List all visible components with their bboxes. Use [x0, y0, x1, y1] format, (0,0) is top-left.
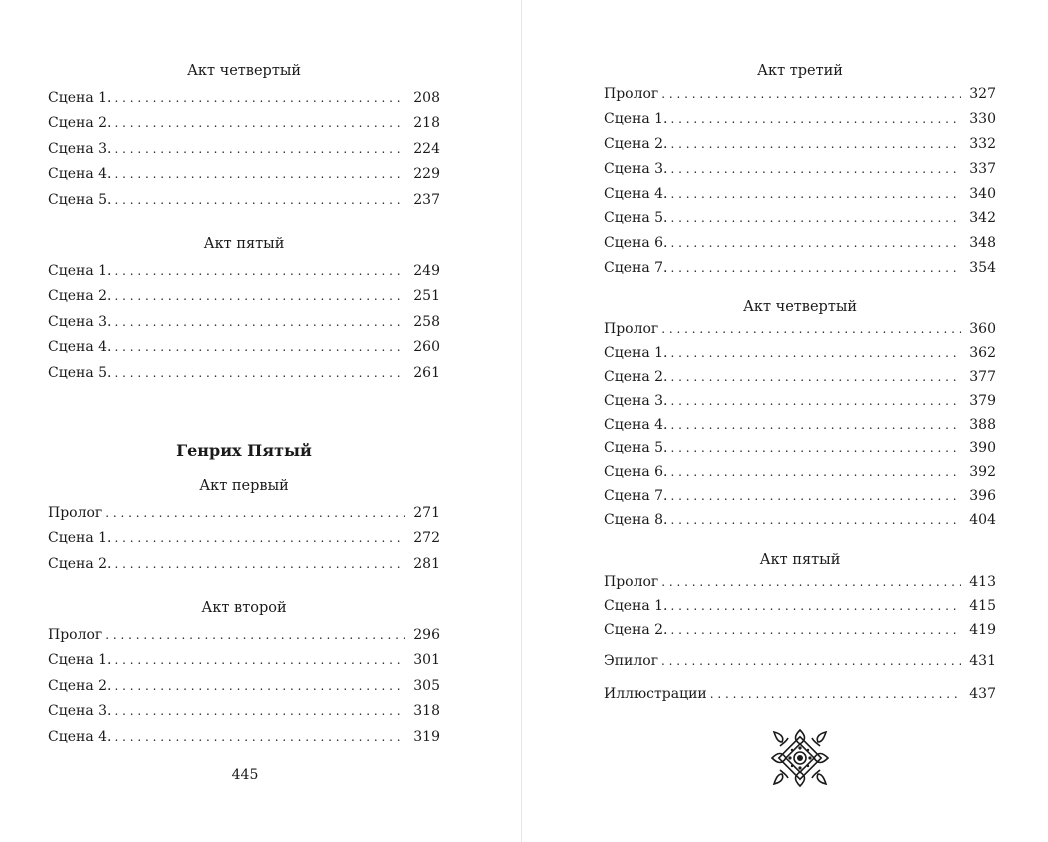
toc-entry-page: 340 [969, 185, 996, 202]
toc-entry-page: 272 [413, 530, 440, 547]
toc-section-epilogue [604, 650, 996, 674]
toc-entry-label: Иллюстрации [604, 686, 707, 702]
left-page [0, 0, 522, 842]
toc-entry-page: 348 [969, 235, 996, 252]
toc-entry-page: 332 [969, 135, 996, 152]
toc-section-henry-act-1 [48, 477, 440, 577]
toc-entry-label: Сцена 4. [48, 339, 112, 356]
toc-entry[interactable] [48, 648, 440, 673]
act-heading: Акт пятый [203, 236, 285, 252]
toc-section-act-4 [604, 298, 996, 533]
toc-entry[interactable] [48, 526, 440, 551]
dot-leader [112, 310, 406, 335]
toc-entry-label: Пролог [604, 86, 659, 102]
toc-entry-page: 354 [969, 260, 996, 277]
dot-leader [668, 461, 962, 485]
toc-entry-page: 377 [969, 368, 996, 385]
dot-leader [112, 259, 406, 284]
dot-leader [668, 595, 962, 619]
dot-leader [112, 648, 406, 673]
toc-entry-page: 396 [969, 488, 996, 505]
toc-entry[interactable] [604, 509, 996, 533]
toc-entry-label: Сцена 1. [604, 597, 668, 614]
dot-leader [112, 699, 406, 724]
toc-entry-page: 218 [413, 115, 440, 132]
toc-entry-page: 392 [969, 464, 996, 481]
toc-entry-page: 342 [969, 210, 996, 227]
toc-entry-label: Сцена 3. [48, 313, 112, 330]
toc-entry-label: Сцена 2. [48, 555, 112, 572]
play-title-block [48, 441, 440, 461]
toc-section-act-5 [604, 551, 996, 643]
toc-entry-page: 362 [969, 344, 996, 361]
toc-entry[interactable] [48, 162, 440, 187]
toc-entry-label: Пролог [48, 627, 103, 643]
toc-entry[interactable] [604, 182, 996, 207]
toc-entry[interactable] [604, 82, 996, 107]
toc-entry-epilogue[interactable] [604, 650, 996, 674]
act-heading: Акт первый [199, 478, 289, 494]
act-heading: Акт четвертый [186, 63, 302, 79]
toc-entry-label: Сцена 1. [604, 344, 668, 361]
dot-leader [112, 86, 406, 111]
toc-entry-label: Сцена 5. [48, 364, 112, 381]
toc-entry-page: 413 [969, 574, 996, 590]
toc-entry-page: 271 [413, 505, 440, 521]
dot-leader [112, 552, 406, 577]
dot-leader [112, 137, 406, 162]
toc-entry-page: 330 [969, 110, 996, 127]
dot-leader [668, 619, 962, 643]
toc-entry-page: 390 [969, 440, 996, 457]
toc-entry-page: 360 [969, 321, 996, 337]
toc-entry[interactable] [604, 414, 996, 438]
toc-section-act-3 [604, 62, 996, 281]
dot-leader [112, 111, 406, 136]
dot-leader [112, 526, 406, 551]
toc-entry-page: 404 [969, 512, 996, 529]
dot-leader [658, 82, 961, 107]
toc-entry-label: Сцена 6. [604, 464, 668, 481]
toc-entry[interactable] [48, 259, 440, 284]
toc-entry-label: Сцена 2. [604, 621, 668, 638]
act-heading: Акт второй [201, 600, 287, 616]
dot-leader [668, 509, 962, 533]
toc-entry[interactable] [48, 86, 440, 111]
toc-entry-page: 319 [413, 728, 440, 745]
toc-entry[interactable] [48, 188, 440, 213]
toc-entry-page: 281 [413, 555, 440, 572]
toc-entry-label: Сцена 4. [48, 166, 112, 183]
toc-entry[interactable] [604, 571, 996, 595]
toc-entry[interactable] [48, 725, 440, 750]
toc-entry[interactable] [48, 674, 440, 699]
toc-entry-label: Сцена 6. [604, 235, 668, 252]
toc-entry-label: Сцена 5. [48, 191, 112, 208]
dot-leader [112, 188, 406, 213]
toc-section-henry-act-2 [48, 599, 440, 750]
toc-entry-page: 208 [413, 90, 440, 106]
toc-section-act-5 [48, 235, 440, 386]
dot-leader [668, 390, 962, 414]
dot-leader [112, 725, 406, 750]
dot-leader [668, 256, 962, 281]
dot-leader [668, 414, 962, 438]
toc-entry[interactable] [604, 619, 996, 643]
page-number: 445 [231, 767, 259, 783]
toc-entry[interactable] [48, 501, 440, 526]
dot-leader [112, 361, 406, 386]
toc-entry[interactable] [604, 318, 996, 342]
toc-entry-label: Сцена 2. [604, 368, 668, 385]
toc-entry[interactable] [48, 137, 440, 162]
dot-leader [112, 284, 406, 309]
dot-leader [668, 182, 962, 207]
toc-entry-page: 261 [413, 364, 440, 381]
dot-leader [102, 623, 405, 648]
dot-leader [668, 107, 962, 132]
toc-entry[interactable] [604, 107, 996, 132]
toc-entry[interactable] [604, 256, 996, 281]
toc-entry-page: 437 [969, 686, 996, 702]
dot-leader [668, 231, 962, 256]
toc-entry[interactable] [48, 552, 440, 577]
toc-entry-label: Сцена 3. [604, 160, 668, 177]
toc-entry[interactable] [48, 310, 440, 335]
toc-entry-page: 419 [969, 621, 996, 638]
toc-entry-label: Эпилог [604, 653, 659, 669]
toc-entry[interactable] [604, 231, 996, 256]
toc-entry-page: 415 [969, 597, 996, 614]
toc-entry-page: 379 [969, 392, 996, 409]
toc-entry-page: 249 [413, 263, 440, 279]
toc-entry[interactable] [604, 437, 996, 461]
toc-entry-label: Сцена 2. [48, 677, 112, 694]
toc-entry-label: Сцена 8. [604, 512, 668, 529]
dot-leader [668, 206, 962, 231]
dot-leader [668, 437, 962, 461]
toc-entry[interactable] [48, 284, 440, 309]
toc-entry-page: 229 [413, 166, 440, 183]
toc-entry-label: Сцена 1. [48, 652, 112, 669]
toc-entry-label: Сцена 2. [48, 115, 112, 132]
toc-entry-page: 258 [413, 313, 440, 330]
toc-entry-page: 318 [413, 703, 440, 720]
toc-entry-page: 251 [413, 288, 440, 305]
toc-entry-page: 237 [413, 191, 440, 208]
toc-entry[interactable] [48, 623, 440, 648]
toc-section-act-4 [48, 62, 440, 213]
toc-entry[interactable] [604, 595, 996, 619]
dot-leader [668, 366, 962, 390]
toc-entry-label: Пролог [604, 574, 659, 590]
toc-entry[interactable] [48, 699, 440, 724]
toc-entry-label: Сцена 5. [604, 210, 668, 227]
act-heading: Акт пятый [759, 552, 841, 568]
toc-entry-page: 301 [413, 652, 440, 669]
toc-entry[interactable] [604, 206, 996, 231]
toc-entry-illustrations[interactable] [604, 683, 996, 707]
dot-leader [102, 501, 405, 526]
toc-entry[interactable] [604, 461, 996, 485]
dot-leader [668, 485, 962, 509]
toc-entry[interactable] [48, 111, 440, 136]
play-title: Генрих Пятый [176, 441, 312, 460]
toc-entry-label: Сцена 1. [48, 263, 112, 279]
toc-entry-label: Пролог [48, 505, 103, 521]
toc-entry-label: Сцена 1. [48, 530, 112, 547]
toc-entry-label: Сцена 4. [604, 416, 668, 433]
toc-entry-label: Пролог [604, 321, 659, 337]
toc-section-illustrations [604, 683, 996, 707]
toc-entry-page: 431 [969, 653, 996, 669]
dot-leader [668, 157, 962, 182]
dot-leader [112, 674, 406, 699]
toc-entry[interactable] [48, 335, 440, 360]
toc-entry-label: Сцена 2. [48, 288, 112, 305]
dot-leader [658, 318, 961, 342]
toc-entry[interactable] [604, 157, 996, 182]
right-page [522, 0, 1048, 842]
toc-entry-page: 305 [413, 677, 440, 694]
floral-ornament-icon [768, 726, 832, 790]
toc-entry-page: 327 [969, 86, 996, 102]
toc-entry-page: 296 [413, 627, 440, 643]
toc-entry-label: Сцена 3. [604, 392, 668, 409]
dot-leader [112, 162, 406, 187]
toc-entry[interactable] [48, 361, 440, 386]
toc-entry-label: Сцена 1. [604, 110, 668, 127]
toc-entry[interactable] [604, 390, 996, 414]
toc-entry-label: Сцена 7. [604, 260, 668, 277]
toc-entry-label: Сцена 4. [604, 185, 668, 202]
act-heading: Акт четвертый [742, 299, 858, 315]
dot-leader [668, 132, 962, 157]
dot-leader [112, 335, 406, 360]
toc-entry-label: Сцена 7. [604, 488, 668, 505]
toc-entry-label: Сцена 2. [604, 135, 668, 152]
toc-entry-page: 337 [969, 160, 996, 177]
toc-entry-label: Сцена 3. [48, 703, 112, 720]
act-heading: Акт третий [757, 63, 843, 79]
toc-entry-page: 388 [969, 416, 996, 433]
toc-entry-page: 224 [413, 140, 440, 157]
dot-leader [658, 650, 961, 674]
toc-entry-label: Сцена 1. [48, 90, 112, 106]
dot-leader [668, 342, 962, 366]
toc-entry[interactable] [604, 132, 996, 157]
toc-entry-label: Сцена 3. [48, 140, 112, 157]
toc-entry[interactable] [604, 485, 996, 509]
toc-entry-label: Сцена 4. [48, 728, 112, 745]
toc-entry[interactable] [604, 342, 996, 366]
toc-entry[interactable] [604, 366, 996, 390]
dot-leader [658, 571, 961, 595]
dot-leader [707, 683, 962, 707]
toc-entry-page: 260 [413, 339, 440, 356]
toc-entry-label: Сцена 5. [604, 440, 668, 457]
